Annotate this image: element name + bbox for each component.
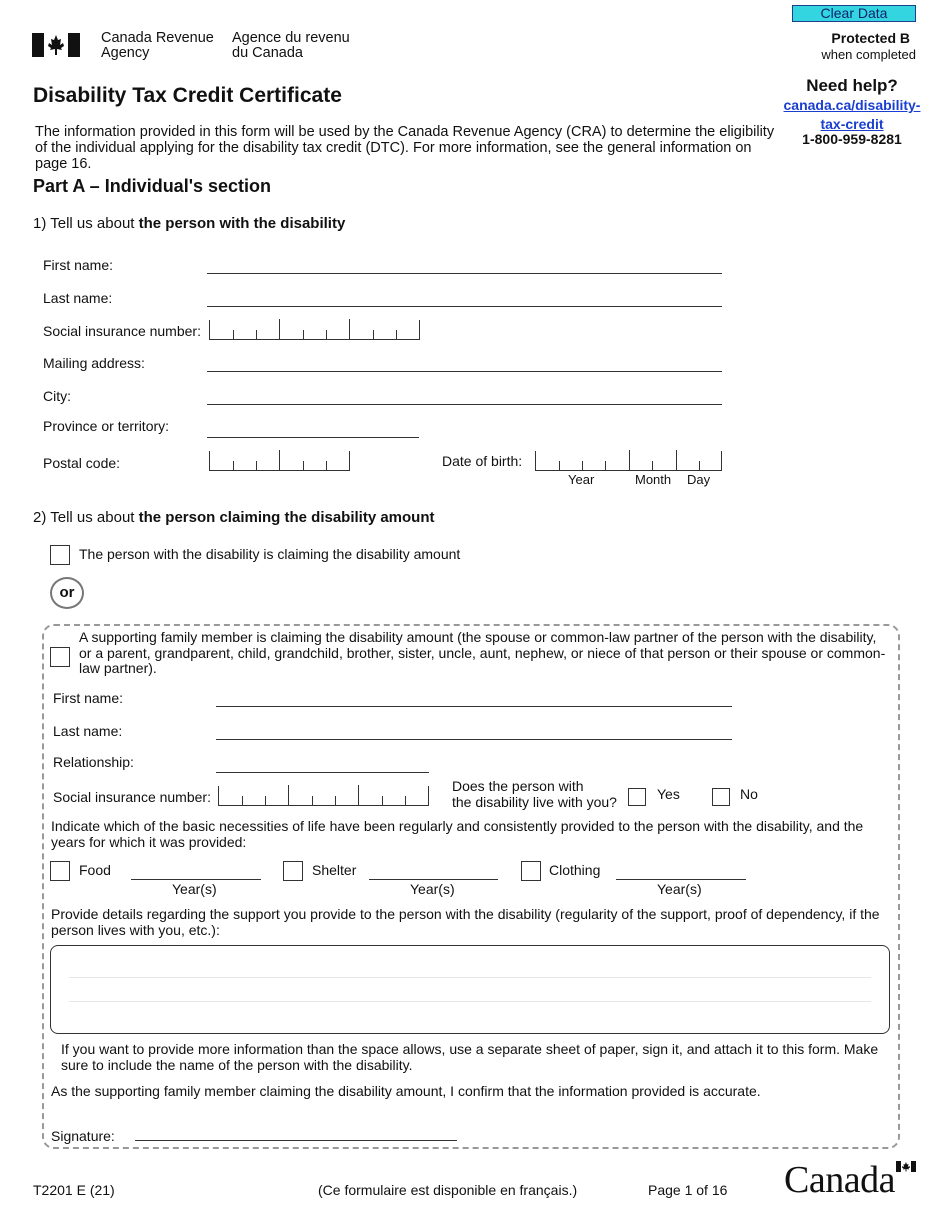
claimant-last-name-field[interactable]: [216, 739, 732, 740]
mailing-address-label: Mailing address:: [43, 355, 145, 371]
dob-month-caption: Month: [635, 472, 672, 487]
clothing-label: Clothing: [549, 862, 601, 878]
clothing-checkbox[interactable]: [521, 861, 541, 881]
live-with-no-label: No: [740, 786, 758, 802]
mailing-address-field[interactable]: [207, 371, 722, 372]
signature-label: Signature:: [51, 1128, 115, 1144]
sin-label: Social insurance number:: [43, 323, 201, 339]
self-claim-label: The person with the disability is claiming the disability amount: [79, 546, 461, 562]
clothing-years-caption: Year(s): [657, 881, 702, 897]
first-name-field[interactable]: [207, 273, 722, 274]
department-name-french: Agence du revenu du Canada: [232, 30, 350, 61]
dob-label: Date of birth:: [442, 453, 523, 469]
food-years-caption: Year(s): [172, 881, 217, 897]
shelter-years-caption: Year(s): [410, 881, 455, 897]
claimant-sin-label: Social insurance number:: [53, 789, 211, 805]
food-years-field[interactable]: [131, 879, 261, 880]
signature-field[interactable]: [135, 1140, 457, 1141]
province-field[interactable]: [207, 437, 419, 438]
food-checkbox[interactable]: [50, 861, 70, 881]
claimant-first-name-field[interactable]: [216, 706, 732, 707]
live-with-yes-label: Yes: [657, 786, 680, 802]
intro-paragraph: The information provided in this form will be used by the Canada Revenue Agency (CRA) to determine the eligibility of the individual applying for the disability tax credit (DTC). For more information, see the general information on page 16.: [35, 124, 775, 172]
dob-year-caption: Year: [568, 472, 595, 487]
shelter-checkbox[interactable]: [283, 861, 303, 881]
postal-code-field[interactable]: [209, 451, 350, 471]
city-label: City:: [43, 388, 71, 404]
sin-field[interactable]: [209, 320, 420, 340]
department-name-english: Canada Revenue Agency: [101, 30, 214, 61]
section-1-heading: 1) Tell us about the person with the disability: [33, 215, 346, 232]
dob-field[interactable]: [535, 451, 722, 471]
claimant-sin-field[interactable]: [218, 786, 429, 806]
help-phone: 1-800-959-8281: [802, 131, 902, 147]
page-number: Page 1 of 16: [648, 1182, 728, 1198]
city-field[interactable]: [207, 404, 722, 405]
necessities-instructions: Indicate which of the basic necessities of life have been regularly and consistently provided to the person with the disability, and the years for which it was provided:: [51, 818, 864, 850]
page-title: Disability Tax Credit Certificate: [33, 84, 342, 107]
shelter-label: Shelter: [312, 862, 357, 878]
canada-wordmark-flag-icon: [896, 1161, 916, 1172]
shelter-years-field[interactable]: [369, 879, 498, 880]
support-details-question: Provide details regarding the support you provide to the person with the disability (regularity of the support, proof of dependency, if the person lives with you, etc.):: [51, 906, 880, 938]
province-label: Province or territory:: [43, 418, 170, 434]
first-name-label: First name:: [43, 257, 114, 273]
last-name-field[interactable]: [207, 306, 722, 307]
self-claim-checkbox[interactable]: [50, 545, 70, 565]
clear-data-button[interactable]: Clear Data: [792, 5, 916, 22]
support-details-textarea[interactable]: [50, 945, 890, 1034]
or-badge: or: [50, 577, 84, 609]
postal-code-label: Postal code:: [43, 455, 121, 471]
confirmation-statement: As the supporting family member claiming the disability amount, I confirm that the information provided is accurate.: [51, 1083, 761, 1099]
canada-flag-icon: [32, 33, 80, 57]
part-a-heading: Part A – Individual's section: [33, 176, 272, 196]
need-help-heading: Need help?: [806, 76, 898, 95]
relationship-label: Relationship:: [53, 754, 134, 770]
live-with-question: Does the person with the disability live with you?: [452, 778, 617, 810]
food-label: Food: [79, 862, 111, 878]
live-with-yes-checkbox[interactable]: [628, 788, 646, 806]
claimant-last-name-label: Last name:: [53, 723, 123, 739]
french-availability-note: (Ce formulaire est disponible en français.): [318, 1182, 578, 1198]
family-claim-checkbox[interactable]: [50, 647, 70, 667]
last-name-label: Last name:: [43, 290, 113, 306]
claimant-first-name-label: First name:: [53, 690, 124, 706]
protected-sub-label: when completed: [821, 47, 916, 62]
help-link[interactable]: canada.ca/disability- tax-credit: [783, 97, 921, 132]
form-code: T2201 E (21): [33, 1182, 115, 1198]
more-info-note: If you want to provide more information than the space allows, use a separate sheet of paper, sign it, and attach it to this form. Make sure to include the name of the person with the disability.: [61, 1041, 879, 1073]
canada-wordmark: Canada: [784, 1159, 895, 1201]
live-with-no-checkbox[interactable]: [712, 788, 730, 806]
clothing-years-field[interactable]: [616, 879, 746, 880]
protected-label: Protected B: [831, 30, 910, 46]
relationship-field[interactable]: [216, 772, 429, 773]
family-claim-label: A supporting family member is claiming the disability amount (the spouse or common-law partner of the person with the disability, or a parent, grandparent, child, grandchild, brother, sister, uncle, aunt, nephew, or niece of that person or their spouse or common-law partner).: [79, 629, 886, 676]
dob-day-caption: Day: [687, 472, 711, 487]
section-2-heading: 2) Tell us about the person claiming the disability amount: [33, 509, 435, 526]
